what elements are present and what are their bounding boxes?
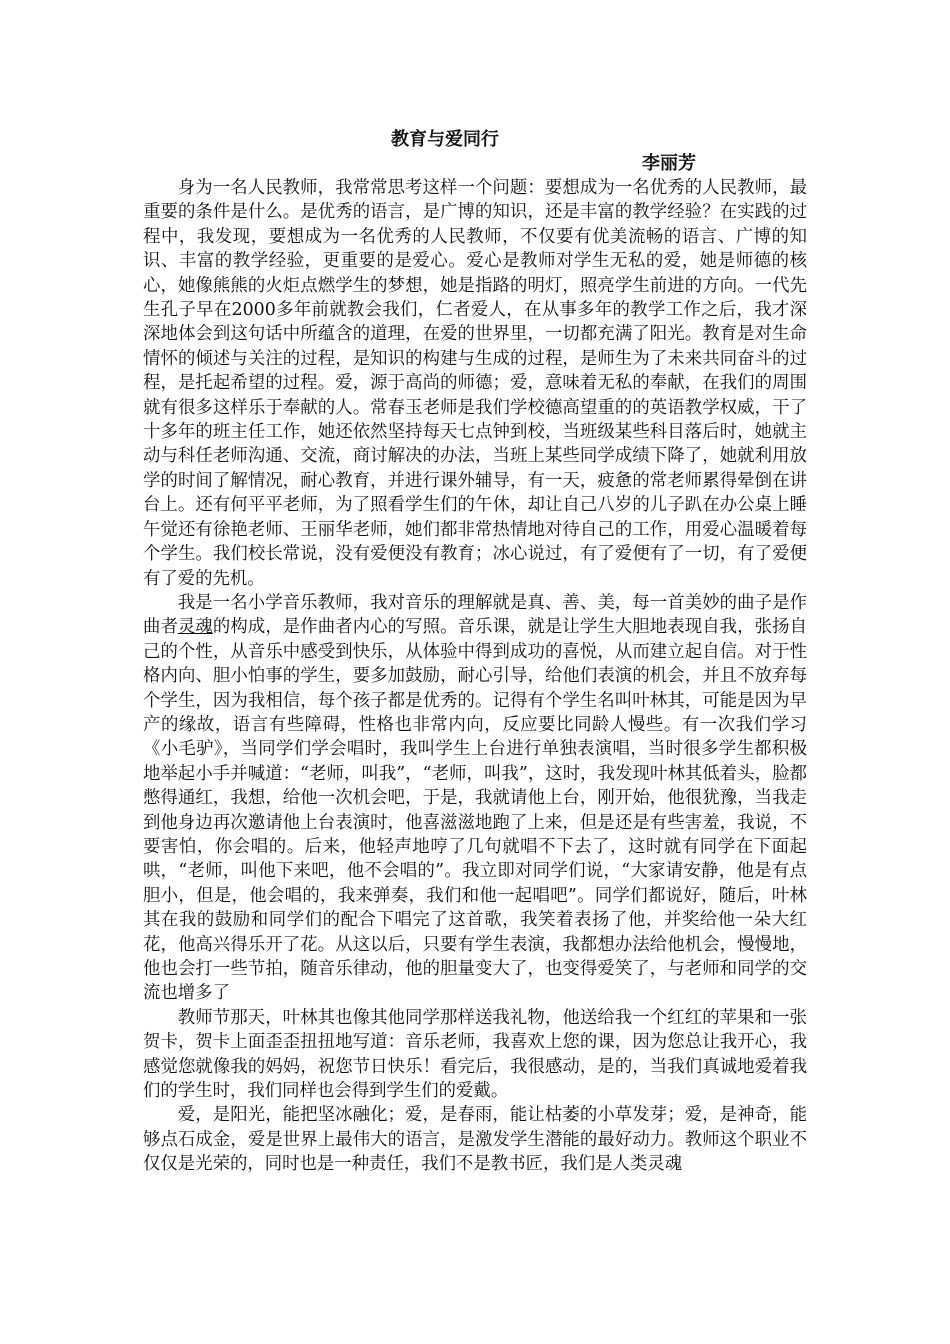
paragraph-4: 爱，是阳光，能把坚冰融化；爱，是春雨，能让枯萎的小草发芽；爱，是神奇，能够点石成金，爱是世界上最伟大的语言，是激发学生潜能的最好动力。教师这个职业不仅仅是光荣的，同时也是一种责任，我们不是教书匠，我们是人类灵魂 <box>143 1105 807 1175</box>
paragraph-3: 教师节那天，叶林其也像其他同学那样送我礼物，他送给我一个红红的苹果和一张贺卡，贺卡上面歪歪扭扭地写道：音乐老师，我喜欢上您的课，因为您总让我开心，我感觉您就像我的妈妈，祝您节日快乐！看完后，我很感动，是的，当我们真诚地爱着我们的学生时，我们同样也会得到学生们的爱戴。 <box>143 1007 807 1102</box>
document-body <box>143 176 807 1177</box>
paragraph-1: 身为一名人民教师，我常常思考这样一个问题：要想成为一名优秀的人民教师，最重要的条件是什么。是优秀的语言，是广博的知识，还是丰富的教学经验？在实践的过程中，我发现，要想成为一名优秀的人民教师，不仅要有优美流畅的语言、广博的知识、丰富的教学经验，更重要的是爱心。爱心是教师对学生无私的爱，她是师德的核心，她像熊熊的火炬点燃学生的梦想，她是指路的明灯，照亮学生前进的方向。一代先生孔子早在2000多年前就教会我们，仁者爱人，在从事多年的教学工作之后，我才深深地体会到这句话中所蕴含的道理，在爱的世界里，一切都充满了阳光。教育是对生命情怀的倾述与关注的过程，是知识的构建与生成的过程，是师生为了未来共同奋斗的过程，是托起希望的过程。爱，源于高尚的师德；爱，意味着无私的奉献，在我们的周围就有很多这样乐于奉献的人。常春玉老师是我们学校德高望重的的英语教学权威，干了十多年的班主任工作，她还依然坚持每天七点钟到校，当班级某些科目落后时，她就主动与科任老师沟通、交流，商讨解决的办法，当班上某些同学成绩下降了，她就利用放学的时间了解情况，耐心教育，并进行课外辅导，有一天，疲惫的常老师累得晕倒在讲台上。还有何平平老师，为了照看学生们的午休，却让自己八岁的儿子趴在办公桌上睡午觉还有徐艳老师、王丽华老师，她们都非常热情地对待自己的工作，用爱心温暖着每个学生。我们校长常说，没有爱便没有教育；冰心说过，有了爱便有了一切，有了爱便有了爱的先机。 <box>143 178 807 589</box>
author-name: 李丽芳 <box>642 153 696 174</box>
paragraph-2-text-after: 的构成，是作曲者内心的写照。音乐课，就是让学生大胆地表现自我，张扬自己的个性，从音乐中感受到快乐，从体验中得到成功的喜悦，从而建立起自信。对于性格内向、胆小怕事的学生，要多加鼓励，耐心引导，给他们表演的机会，并且不放弃每个学生，因为我相信，每个孩子都是优秀的。记得有个学生名叫叶林其，可能是因为早产的缘故，语言有些障碍，性格也非常内向，反应要比同龄人慢些。有一次我们学习《小毛驴》，当同学们学会唱时，我叫学生上台进行单独表演唱，当时很多学生都积极地举起小手并喊道：“老师，叫我”，“老师，叫我”，这时，我发现叶林其低着头，脸都憋得通红，我想，给他一次机会吧，于是，我就请他上台，刚开始，他很犹豫，当我走到他身边再次邀请他上台表演时，他喜滋滋地跑了上来，但是还是有些害羞，我说，不要害怕，你会唱的。后来，他轻声地哼了几句就唱不下去了，这时就有同学在下面起哄，“老师，叫他下来吧，他不会唱的”。我立即对同学们说，“大家请安静，他是有点胆小，但是，他会唱的，我来弹奏，我们和他一起唱吧”。同学们都说好，随后，叶林其在我的鼓励和同学们的配合下唱完了这首歌，我笑着表扬了他，并奖给他一朵大红花，他高兴得乐开了花。从这以后，只要有学生表演，我都想办法给他机会，慢慢地，他也会打一些节拍，随音乐律动，他的胆量变大了，也变得爱笑了，与老师和同学的交流也增多了 <box>143 617 807 1004</box>
underlined-word: 灵魂 <box>177 617 213 638</box>
paragraph-2-text-before: 我是一名小学音乐教师，我对音乐的理解就是真、善、美，每一首美妙的曲子是作曲者 <box>143 592 807 638</box>
document-title: 教育与爱同行 <box>391 129 499 150</box>
paragraph-2 <box>143 591 807 1006</box>
